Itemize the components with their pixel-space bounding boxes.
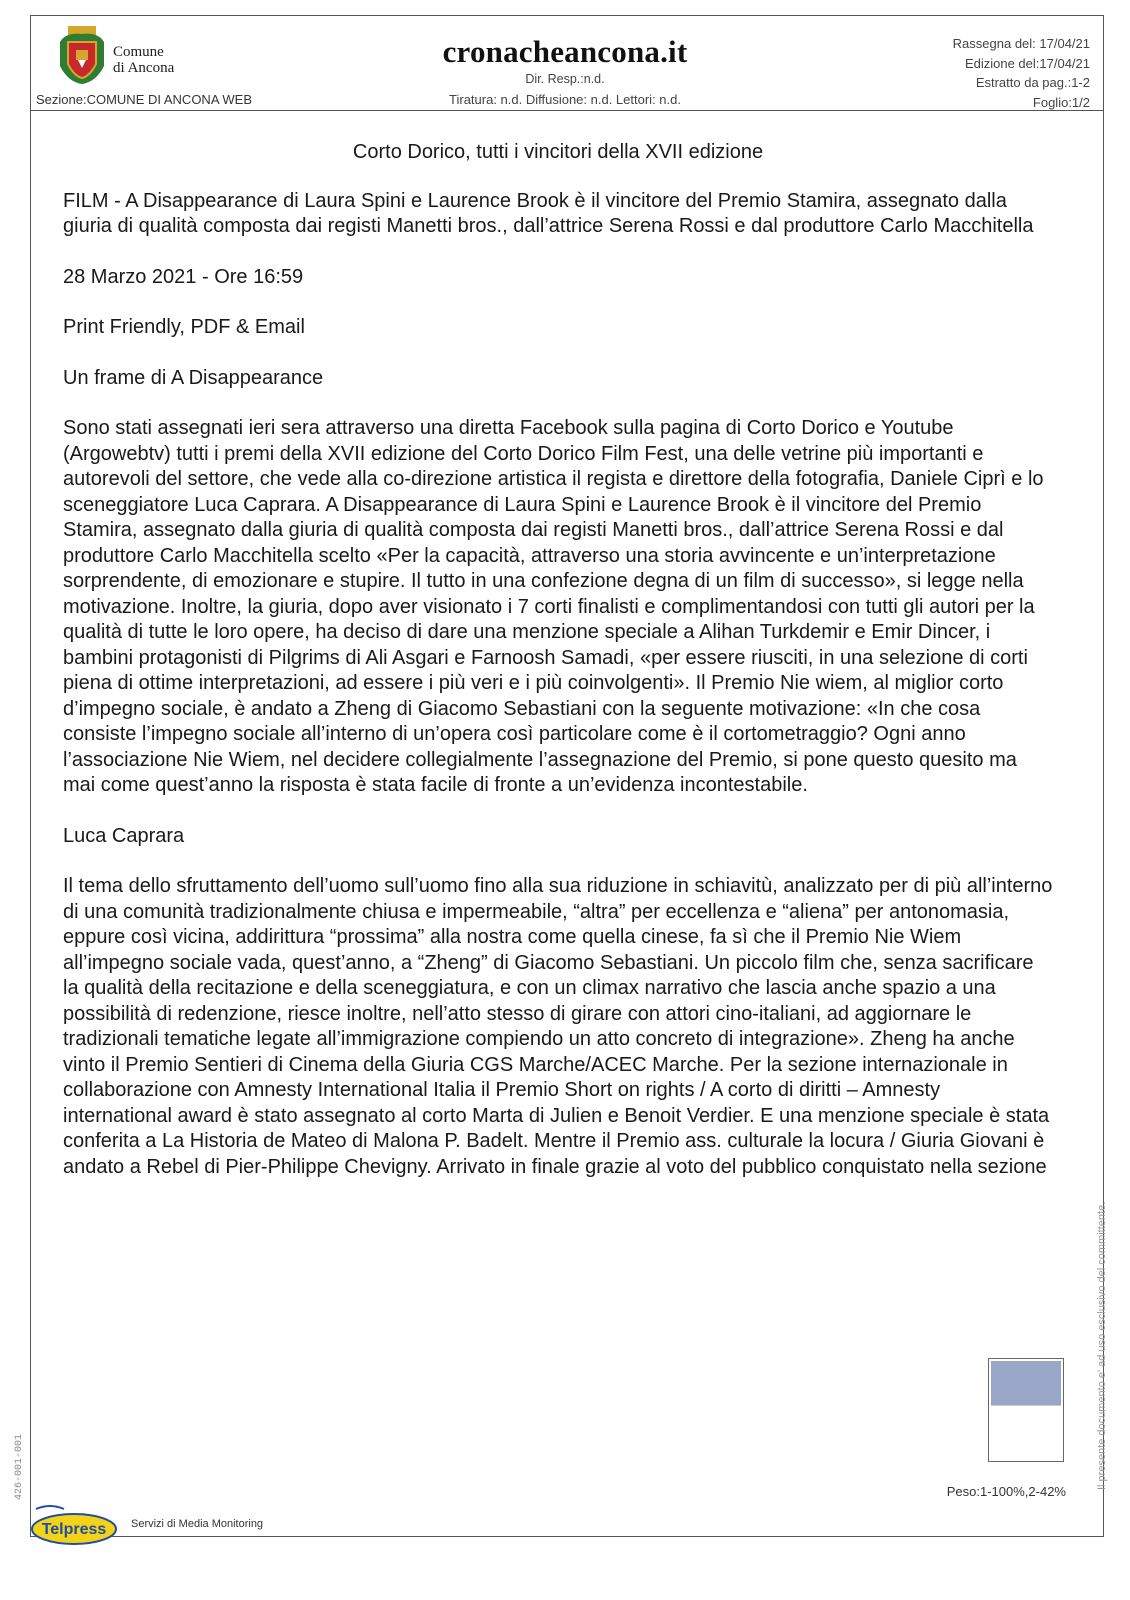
director-info: Dir. Resp.:n.d. bbox=[525, 72, 605, 86]
article-body bbox=[63, 140, 1053, 1180]
article-paragraph-2: Il tema dello sfruttamento dell’uomo sull’uomo fino alla sua riduzione in schiavitù, analizzato per di più all’interno di una comunità tradizionalmente chiusa e impermeabile, “altra” per eccellenza e “aliena” per antonomasia, eppure così vicina, addirittura “prossima” alla nostra come quella cinese, fa sì che il Premio Nie Wiem all’impegno sociale vada, quest’anno, a “Zheng” di Giacomo Sebastiani. Un piccolo film che, senza sacrificare la qualità della recitazione e della sceneggiatura, e con un climax narrativo che lascia anche spazio a una possibilità di redenzione, riesce inoltre, nell’atto stesso di girare con attori cino-italiani, ad aggiornare le tradizionali tematiche legate all’immigrazione compiendo un atto concreto di integrazione». Zheng ha anche vinto il Premio Sentieri di Cinema della Giuria CGS Marche/ACEC Marche. Per la sezione internazionale in collaborazione con Amnesty International Italia il Premio Short on rights / A corto di diritti – Amnesty international award è stato assegnato al corto Marta di Julien e Benoit Verdier. E una menzione speciale è stata conferita a La Historia de Mateo di Malona P. Badelt. Mentre il Premio ass. culturale la locura / Giuria Giovani è andato a Rebel di Pier-Philippe Chevigny. Arrivato in finale grazie al voto del pubblico conquistato nella sezione bbox=[63, 875, 1053, 1178]
header-divider bbox=[30, 110, 1104, 111]
print-friendly-link[interactable]: Print Friendly, PDF & Email bbox=[63, 316, 305, 338]
estratto-pages: Estratto da pag.:1-2 bbox=[975, 75, 1090, 90]
rassegna-date: Rassegna del: 17/04/21 bbox=[952, 36, 1090, 51]
telpress-wordmark: Telpress bbox=[41, 1521, 107, 1538]
article-title: Corto Dorico, tutti i vincitori della XVII edizione bbox=[352, 141, 764, 163]
comune-line2: di Ancona bbox=[113, 60, 175, 76]
article-lead: FILM - A Disappearance di Laura Spini e Laurence Brook è il vincitore del Premio Stamira, assegnato dalla giuria di qualità composta dai registi Manetti bros., dall’attrice Serena Rossi e dal produttore Carlo Macchitella bbox=[63, 189, 1034, 237]
media-monitoring-label: Servizi di Media Monitoring bbox=[131, 1518, 264, 1530]
comune-crest-icon bbox=[56, 26, 108, 84]
telpress-logo-icon bbox=[30, 1503, 118, 1547]
circulation-info: Tiratura: n.d. Diffusione: n.d. Lettori: n.d. bbox=[449, 92, 681, 107]
document-code: 426-001-001 bbox=[14, 1433, 25, 1500]
foglio-number: Foglio:1/2 bbox=[1032, 94, 1090, 110]
review-metadata bbox=[953, 34, 1090, 112]
image-caption-2: Luca Caprara bbox=[63, 824, 185, 847]
article-paragraph-1: Sono stati assegnati ieri sera attraverso una diretta Facebook sulla pagina di Corto Dorico e Youtube (Argowebtv) tutti i premi della XVII edizione del Corto Dorico Film Fest, una delle vetrine più importanti e autorevoli del settore, che vede alla co-direzione artistica il regista e direttore della fotografia, Daniele Ciprì e lo sceneggiatore Luca Caprara. A Disappearance di Laura Spini e Laurence Brook è il vincitore del Premio Stamira, assegnato dalla giuria di qualità composta dai registi Manetti bros., dall’attrice Serena Rossi e dal produttore Carlo Macchitella scelto «Per la capacità, attraverso una storia avvincente e un’interpretazione sorprendente, di emozionare e stupire. Il tutto in una confezione degna di un film di successo», si legge nella motivazione. Inoltre, la giuria, dopo aver visionato i 7 corti finalisti e complimentandosi con tutti gli autori per la qualità di tutte le loro opere, ha deciso di dare una menzione speciale a Alihan Turkdemir e Emir Dincer, i bambini protagonisti di Pilgrims di Ali Asgari e Farnoosh Samadi, «per essere riusciti, in una selezione di corti piena di ottime interpretazioni, ad essere i più veri e i più coinvolgenti». Il Premio Nie wiem, al miglior corto d’impegno sociale, è andato a Zheng di Giacomo Sebastiani con la seguente motivazione: «In che cosa consiste l’impegno sociale all’interno di un’opera così particolare come è il cortometraggio? Ogni anno l’associazione Nie Wiem, nel decidere collegialmente l’assegnazione del Premio, si pone questo quesito ma mai come quest’anno la risposta è stata facile di fronte a un’evidenza incontestabile. bbox=[63, 417, 1044, 796]
peso-value: Peso:1-100%,2-42% bbox=[946, 1484, 1066, 1499]
comune-line1: Comune bbox=[113, 44, 164, 60]
thumbnail-highlight bbox=[991, 1361, 1061, 1405]
edizione-date: Edizione del:17/04/21 bbox=[964, 55, 1090, 71]
comune-name bbox=[113, 44, 174, 76]
sezione-label: Sezione:COMUNE DI ANCONA WEB bbox=[36, 92, 252, 107]
thumbnail-rule bbox=[991, 1405, 1061, 1406]
article-date: 28 Marzo 2021 - Ore 16:59 bbox=[63, 265, 304, 288]
masthead-title: cronacheancona.it bbox=[442, 34, 688, 69]
image-caption: Un frame di A Disappearance bbox=[63, 366, 324, 389]
usage-disclaimer: Il presente documento e' ad uso esclusivo del committente. bbox=[1096, 1201, 1108, 1490]
page-thumbnail bbox=[988, 1358, 1064, 1462]
